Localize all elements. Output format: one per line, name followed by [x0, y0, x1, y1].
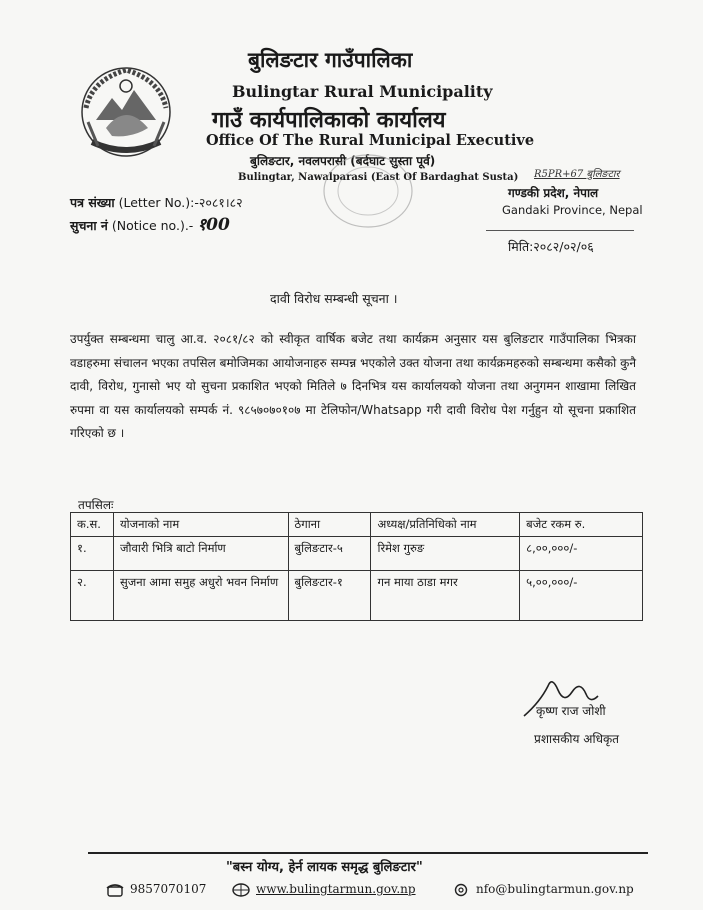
cell-chair: गन माया ठाडा मगर: [371, 571, 520, 621]
province-en: Gandaki Province, Nepal: [502, 203, 643, 217]
notice-label-en: (Notice no.).-: [111, 218, 194, 233]
col-address: ठेगाना: [288, 513, 371, 537]
notice-label: सुचना नं: [70, 218, 108, 233]
notice-body: उपर्युक्त सम्बन्धमा चालु आ.व. २०८१/८२ को स्वीकृत वार्षिक बजेट तथा कार्यक्रम अनुसार यस बुलिङटार गाउँपालिका भित्रका वडाहरुमा संचालन भएका तपसिल बमोजिमका आयोजनाहरु सम्पन्न भएकोले उक्त योजना तथा कार्यक्रमहरुको सम्बन्धमा कसैको कुनै दावी, विरोध, गुनासो भए यो सुचना प्रकाशित भएको मितिले ७ दिनभित्र यस कार्यालयको योजना तथा अनुगमन शाखामा लिखित रुपमा वा यस कार्यालयको सम्पर्क नं. ९८५७०७०१०७ मा टेलिफोन/Whatsapp गरी दावी विरोध पेश गर्नुहुन यो सूचना प्रकाशित गरिएको छ ।: [70, 332, 636, 440]
letter-value: २०८१।८२: [198, 195, 243, 210]
table-row: [71, 537, 643, 571]
projects-table: [70, 512, 643, 621]
footer-motto: "बस्न योग्य, हेर्न लायक समृद्ध बुलिङटार": [226, 860, 423, 875]
cell-project: जौवारी भित्रि बाटो निर्माण: [113, 537, 288, 571]
notice-value: १00: [197, 215, 230, 235]
footer-divider: [88, 852, 648, 854]
office-name-en: Office Of The Rural Municipal Executive: [206, 132, 535, 149]
province-np: गण्डकी प्रदेश, नेपाल: [508, 186, 599, 200]
cell-address: बुलिङटार-१: [288, 571, 371, 621]
cell-budget: ५,००,०००/-: [520, 571, 643, 621]
municipality-name-np: बुलिङटार गाउँपालिका: [248, 48, 413, 72]
globe-icon: [232, 883, 250, 897]
cell-chair: रिमेश गुरुङ: [371, 537, 520, 571]
letter-number: [70, 194, 243, 211]
email-icon: [452, 883, 470, 897]
notice-subject: दावी विरोध सम्बन्धी सूचना ।: [270, 291, 398, 306]
address-en: Bulingtar, Nawalparasi (East Of Bardaghat Susta): [238, 172, 519, 183]
cell-sn: २.: [71, 571, 114, 621]
footer-email: [452, 882, 634, 897]
cell-budget: ८,००,०००/-: [520, 537, 643, 571]
phone-icon: [106, 883, 124, 897]
notice-date: मिति:२०८२/०२/०६: [508, 239, 594, 254]
phone-number: 9857070107: [130, 882, 207, 896]
plus-code: R5PR+67 बुलिङटार: [534, 169, 620, 180]
col-sn: क.स.: [71, 513, 114, 537]
address-np: बुलिङटार, नवलपरासी (बर्दघाट सुस्ता पूर्व): [250, 154, 436, 168]
cell-address: बुलिङटार-५: [288, 537, 371, 571]
footer-website: [232, 882, 416, 897]
cell-sn: १.: [71, 537, 114, 571]
notice-number: [70, 212, 230, 235]
nepal-government-emblem-icon: [72, 62, 180, 162]
office-name-np: गाउँ कार्यपालिकाको कार्यालय: [212, 108, 446, 133]
letter-label: पत्र संख्या: [70, 195, 115, 210]
table-header-row: [71, 513, 643, 537]
website-link[interactable]: www.bulingtarmun.gov.np: [256, 882, 416, 896]
col-chair: अध्यक्ष/प्रतिनिधिको नाम: [371, 513, 520, 537]
signatory-title: प्रशासकीय अधिकृत: [534, 732, 620, 746]
signatory-name: कृष्ण राज जोशी: [536, 704, 606, 718]
municipality-name-en: Bulingtar Rural Municipality: [232, 82, 493, 101]
footer-phone: [106, 882, 206, 897]
table-intro: तपसिलः: [78, 498, 114, 512]
col-project: योजनाको नाम: [113, 513, 288, 537]
office-stamp-icon: [318, 148, 418, 234]
email-address[interactable]: nfo@bulingtarmun.gov.np: [476, 882, 634, 896]
table-row: [71, 571, 643, 621]
col-budget: बजेट रकम रु.: [520, 513, 643, 537]
letter-label-en: (Letter No.):-: [118, 195, 199, 210]
cell-project: सुजना आमा समुह अधुरो भवन निर्माण: [113, 571, 288, 621]
header-divider: [486, 230, 634, 231]
